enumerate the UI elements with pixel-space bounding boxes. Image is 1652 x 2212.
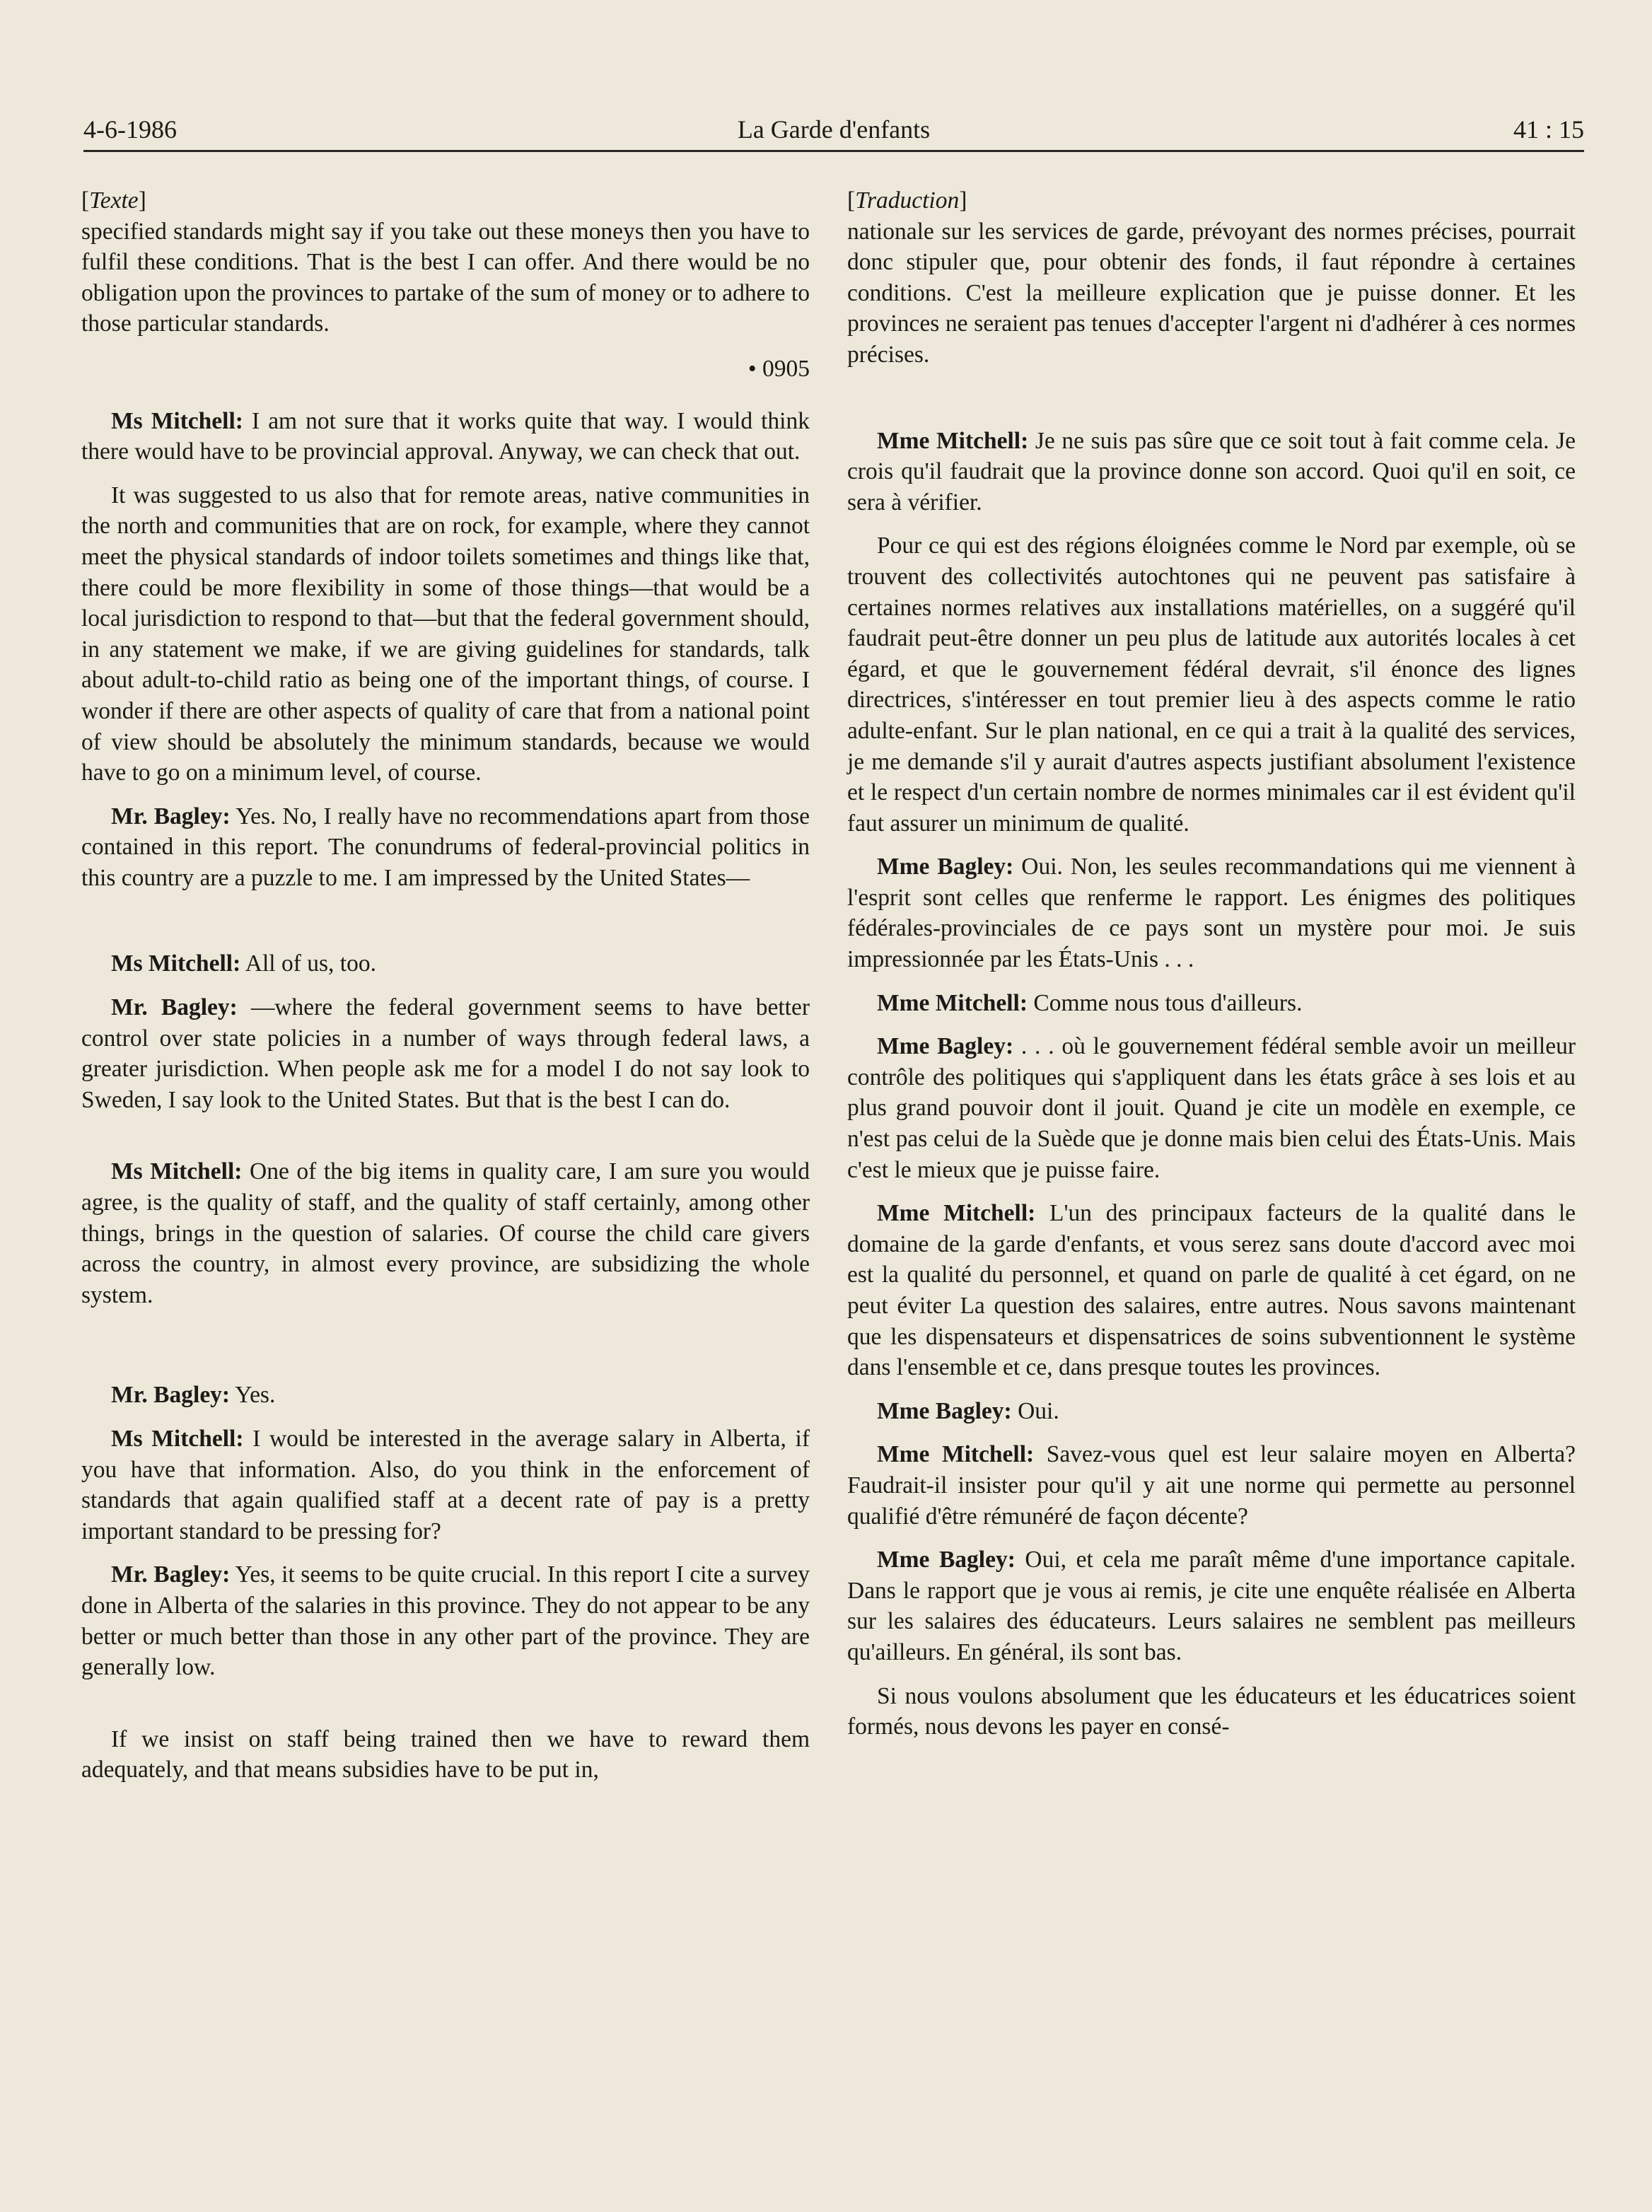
paragraph: Mme Mitchell: L'un des principaux facteurs de la qualité dans le domaine de la garde d'enfants, et vous serez sans doute d'accord avec moi est la qualité du personnel, et quand on parle de qualité à cet égard, on ne peut éviter La question des salaires, entre autres. Nous savons maintenant que les dispensateurs et dispensatrices de soins subventionnent le système dans l'ensemble et ce, dans presque toutes les provinces.	[847, 1200, 1576, 1381]
speaker-label: Ms Mitchell:	[111, 1426, 244, 1452]
paragraph: Mme Mitchell: Comme nous tous d'ailleurs.	[877, 989, 1303, 1016]
paragraph: Mme Mitchell: Savez-vous quel est leur salaire moyen en Alberta? Faudrait-il insister pour qu'il y ait une norme qui permette au personnel qualifié d'être rémunéré de façon décente?	[847, 1441, 1576, 1530]
paragraph: Mme Bagley: Oui.	[877, 1397, 1059, 1424]
paragraph: Mme Bagley: . . . où le gouvernement fédéral semble avoir un meilleur contrôle des politiques qui s'appliquent dans les états grâce à ses lois et au plus grand pouvoir dont il jouit. Quand je cite un modèle en exemple, ce n'est pas celui de la Suède que je donne mais bien celui des États-Unis. Mais c'est le mieux que je puisse faire.	[847, 1033, 1576, 1183]
paragraph: It was suggested to us also that for remote areas, native communities in the north and communities that are on rock, for example, where they cannot meet the physical standards of indoor toilets sometimes and things like that, there could be more flexibility in some of those things—that would be a local jurisdiction to respond to that—but that the federal government should, in any statement we make, if we are giving guidelines for standards, talk about adult-to-child ratio as being one of the important things, of course. I wonder if there are other aspects of quality of care that from a national point of view should be absolutely the minimum standards, because we would have to go on a minimum level, of course.	[81, 482, 810, 786]
speaker-label: Mr. Bagley:	[111, 1561, 231, 1588]
speaker-label: Mme Bagley:	[877, 1033, 1014, 1060]
paragraph: Mme Bagley: Oui. Non, les seules recommandations qui me viennent à l'esprit sont celles que renferme le rapport. Les énigmes des politiques fédérales-provinciales de ce pays sont un mystère pour moi. Je suis impressionnée par les États-Unis . . .	[847, 854, 1576, 973]
speaker-label: Mme Bagley:	[877, 854, 1014, 880]
paragraph: Mr. Bagley: Yes.	[111, 1382, 276, 1409]
speaker-label: Ms Mitchell:	[111, 1158, 243, 1185]
speaker-label: Mme Mitchell:	[877, 427, 1029, 454]
paragraph: specified standards might say if you take out these moneys then you have to fulfil these conditions. That is the best I can offer. And there would be no obligation upon the provinces to partake of the sum of money or to adhere to those particular standards.	[81, 218, 810, 337]
paragraph: Mme Mitchell: Je ne suis pas sûre que ce soit tout à fait comme cela. Je crois qu'il faudrait que la province donne son accord. Quoi qu'il en soit, ce sera à vérifier.	[847, 427, 1576, 516]
paragraph: Si nous voulons absolument que les éducateurs et les éducatrices soient formés, nous devons les payer en consé-	[847, 1682, 1576, 1740]
section-label-texte: [Texte]	[81, 187, 146, 214]
section-label-traduction: [Traduction]	[847, 187, 967, 214]
speaker-label: Ms Mitchell:	[111, 950, 241, 977]
paragraph: nationale sur les services de garde, prévoyant des normes précises, pourrait donc stipuler que, pour obtenir des fonds, il faut répondre à certaines conditions. C'est la meilleure explication que je puisse donner. Et les provinces ne seraient pas tenues d'accepter l'argent ni d'adhérer à ces normes précises.	[847, 218, 1576, 368]
header-date: 4-6-1986	[83, 115, 177, 144]
english-column	[81, 185, 810, 1798]
paragraph: Ms Mitchell: All of us, too.	[111, 950, 376, 977]
paragraph: Mme Bagley: Oui, et cela me paraît même d'une importance capitale. Dans le rapport que je vous ai remis, je cite une enquête réalisée en Alberta sur les salaires des éducateurs. Leurs salaires ne semblent pas meilleurs qu'ailleurs. En général, ils sont bas.	[847, 1547, 1576, 1665]
speaker-label: Mme Bagley:	[877, 1547, 1016, 1573]
paragraph: If we insist on staff being trained then we have to reward them adequately, and that means subsidies have to be put in,	[81, 1725, 810, 1783]
timestamp: • 0905	[748, 355, 810, 382]
paragraph: Mr. Bagley: —where the federal government seems to have better control over state policies in a number of ways through federal laws, a greater jurisdiction. When people ask me for a model I do not say look to Sweden, I say look to the United States. But that is the best I can do.	[81, 994, 810, 1113]
speaker-label: Mme Mitchell:	[877, 989, 1028, 1016]
speaker-label: Mr. Bagley:	[111, 994, 238, 1021]
speaker-label: Mme Bagley:	[877, 1397, 1012, 1424]
french-column	[847, 185, 1576, 1755]
speaker-label: Mr. Bagley:	[111, 803, 231, 830]
paragraph: Ms Mitchell: One of the big items in quality care, I am sure you would agree, is the quality of staff, and the quality of staff certainly, among other things, brings in the question of salaries. Of course the child care givers across the country, in almost every province, are subsidizing the whole system.	[81, 1158, 810, 1308]
speaker-label: Mme Mitchell:	[877, 1441, 1035, 1468]
paragraph: Mr. Bagley: Yes. No, I really have no recommendations apart from those contained in this report. The conundrums of federal-provincial politics in this country are a puzzle to me. I am impressed by the United States—	[81, 803, 810, 891]
header-rule	[83, 150, 1584, 152]
paragraph: Ms Mitchell: I would be interested in the average salary in Alberta, if you have that information. Also, do you think in the enforcement of standards that again qualified staff at a decent rate of pay is a pretty important standard to be pressing for?	[81, 1426, 810, 1544]
speaker-label: Mr. Bagley:	[111, 1382, 231, 1409]
speaker-label: Ms Mitchell:	[111, 407, 243, 434]
paragraph: Ms Mitchell: I am not sure that it works quite that way. I would think there would have to be provincial approval. Anyway, we can check that out.	[81, 407, 810, 465]
page-header	[83, 112, 1584, 147]
speaker-label: Mme Mitchell:	[877, 1200, 1036, 1227]
header-page-number: 41 : 15	[1513, 115, 1584, 144]
paragraph: Mr. Bagley: Yes, it seems to be quite crucial. In this report I cite a survey done in Alberta of the salaries in this province. They do not appear to be any better or much better than those in any other part of the province. They are generally low.	[81, 1561, 810, 1681]
header-title: La Garde d'enfants	[737, 115, 931, 144]
paragraph: Pour ce qui est des régions éloignées comme le Nord par exemple, où se trouvent des collectivités autochtones qui ne peuvent pas satisfaire à certaines normes relatives aux installations matérielles, on a suggéré qu'il faudrait peut-être donner un peu plus de latitude aux autorités locales à cet égard, et que le gouvernement fédéral devrait, s'il énonce des lignes directrices, s'intéresser en tout premier lieu à des aspects comme le ratio adulte-enfant. Sur le plan national, en ce qui a trait à la qualité des services, je me demande s'il y aurait d'autres aspects justifiant absolument l'existence et le respect d'un certain nombre de normes minimales car il est évident qu'il faut assurer un minimum de qualité.	[847, 532, 1576, 837]
